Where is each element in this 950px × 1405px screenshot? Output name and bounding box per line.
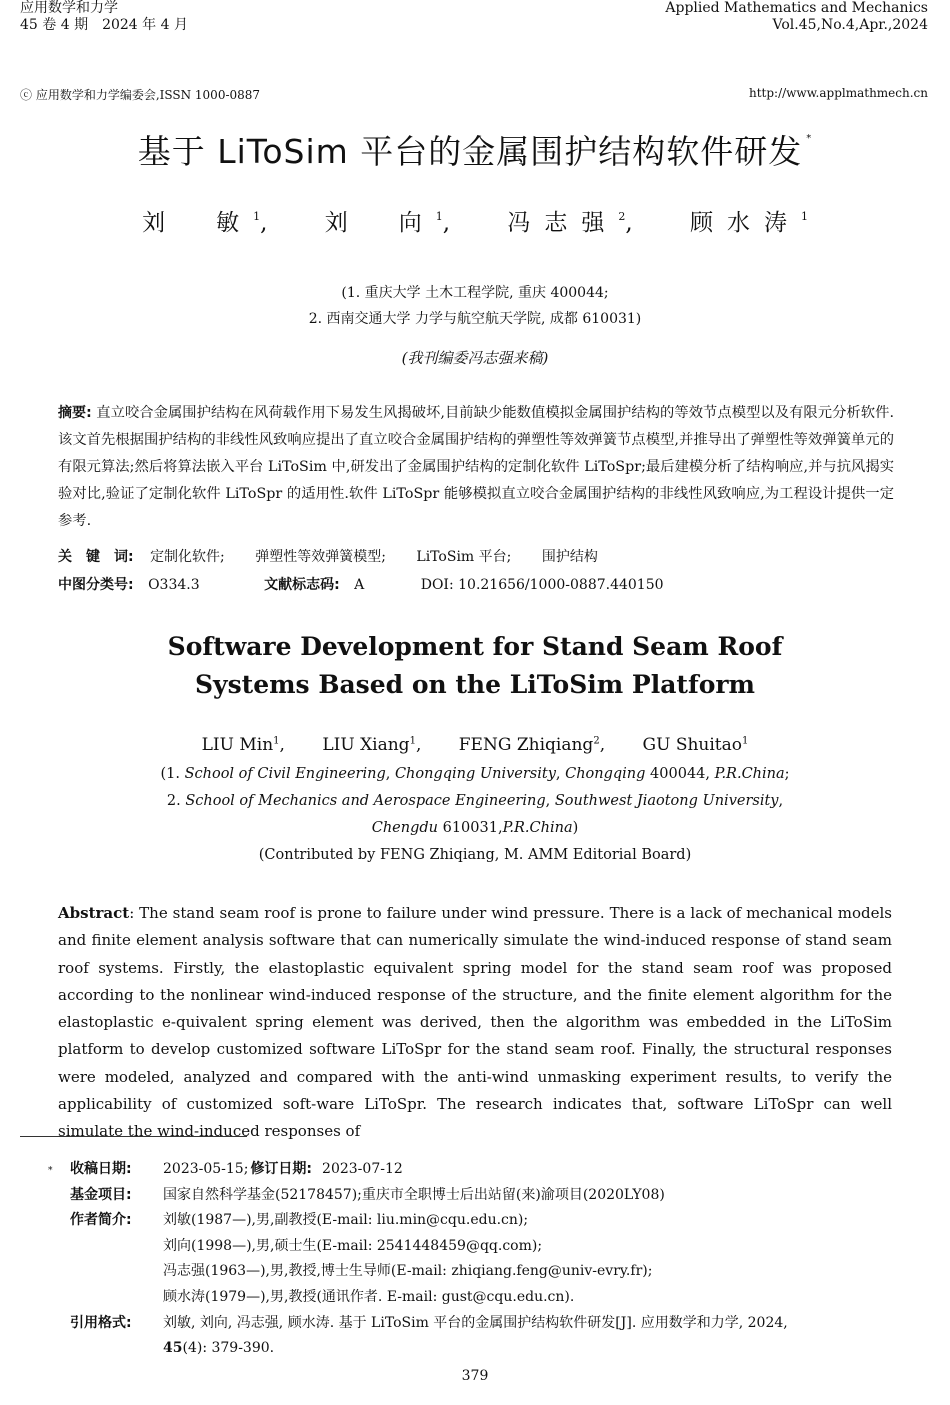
affiliation-en-2: 2. School of Mechanics and Aerospace Engineering, Southwest Jiaotong University, [166,793,784,809]
authors-cn [0,204,950,237]
keyword: 弹塑性等效弹簧模型; [255,549,386,565]
bio-line: 冯志强(1963—),男,教授,博士生导师(E-mail: zhiqiang.feng@univ-evry.fr); [163,1263,653,1279]
abstract-cn-text: 直立咬合金属围护结构在风荷载作用下易发生风揭破坏,目前缺少能数值模拟金属围护结构的等效节点模型以及有限元分析软件.该文首先根据围护结构的非线性风致响应提出了直立咬合金属围护结构的弹塑性等效弹簧节点模型,并推导出了弹塑性等效弹簧单元的有限元算法;然后将算法嵌入平台 LiToSim 中,研发出了金属围护结构的定制化软件 LiToSpr;最后建模分析了结构响应,并与抗风揭实验对比,验证了定制化软件 LiToSpr 的适用性.软件 LiToSpr 能够模拟直立咬合金属围护结构的非线性风致响应,为工程设计提供一定参考. [58,405,894,529]
bio-line: 刘向(1998—),男,硕士生(E-mail: 2541448459@qq.com); [163,1238,543,1254]
author-cn: 刘 敏$^1$, [142,210,282,236]
keywords-cn [58,547,624,567]
doi-label: DOI: [420,577,454,593]
affiliation-cn-1: (1. 重庆大学 土木工程学院, 重庆 400044; [341,285,609,301]
contributed-cn: (我刊编委冯志强来稿) [401,349,549,367]
abstract-en-label: Abstract [58,904,130,922]
author-cn: 冯志强$^2$, [507,210,647,236]
footnote-star: * [48,1166,53,1176]
footnote-cite-2 [20,1337,930,1360]
doc-code-label: 文献标志码: [264,577,340,593]
title-en [0,628,950,704]
affiliation-cn-2: 2. 西南交通大学 力学与航空航天学院, 成都 610031) [308,311,642,327]
fund-value: 国家自然科学基金(52178457);重庆市全职博士后出站留(来)渝项目(2020LY08) [163,1187,665,1203]
affiliation-en-3: Chengdu 610031,P.R.China) [371,820,579,836]
cite-label: 引用格式: [70,1315,132,1331]
author-cn: 刘 向$^1$, [324,210,464,236]
author-en: GU Shuitao$^1$ [642,735,749,755]
abstract-cn [58,400,894,535]
running-header-journal-cn: 应用数学和力学 [20,0,118,16]
abstract-en-text: : The stand seam roof is prone to failure under wind pressure. There is a lack of mechanical models and finite element analysis software that can numerically simulate the wind-induced response of stand seam roof systems. Firstly, the elastoplastic equivalent spring model for the stand seam roof was proposed according to the nonlinear wind-induced response of the structure, and the finite element algorithm for the elastoplastic e-quivalent spring element was derived, then the algorithm was embedded in the LiToSim platform to develop customized software LiToSpr for the stand seam roof. Finally, the structural responses were modeled, analyzed and compared with the anti-wind unmasking experiment results, to verify the applicability of customized soft-ware LiToSpr. The research indicates that, software LiToSpr can well simulate the wind-induced responses of [58,904,892,1141]
received-label: 收稿日期: [70,1161,132,1177]
keywords-cn-label: 关 键 词: [58,549,134,565]
title-en-line-1: Software Development for Stand Seam Roof [167,632,783,661]
keyword: LiToSim 平台; [416,549,512,565]
keyword: 定制化软件; [150,549,225,565]
clc-value: O334.3 [148,577,200,593]
page-number: 379 [461,1368,489,1384]
title-cn-footnote-mark: * [806,133,813,144]
running-header-issue-en: Vol.45,No.4,Apr.,2024 [772,17,928,33]
received-values: 2023-05-15; 修订日期: 2023-07-12 [163,1161,403,1177]
journal-url[interactable]: http://www.applmathmech.cn [748,86,928,100]
classification-row [58,575,664,595]
affiliation-en-1: (1. School of Civil Engineering, Chongqing University, Chongqing 400044, P.R.China; [160,766,790,782]
abstract-cn-label: 摘要: [58,405,92,421]
doi-value[interactable]: 10.21656/1000-0887.440150 [458,577,664,593]
footnote-bio-4 [20,1286,930,1309]
author-en: LIU Xiang$^1$, [322,735,422,755]
clc-label: 中图分类号: [58,577,134,593]
footnote-divider [20,1136,247,1137]
bio-line: 顾水涛(1979—),男,教授(通讯作者. E-mail: gust@cqu.edu.cn). [163,1289,575,1305]
footnote-cite [20,1312,930,1335]
bio-label: 作者简介: [70,1212,132,1228]
footnote-dates [20,1158,930,1181]
running-header-journal-en: Applied Mathematics and Mechanics [665,0,928,16]
author-en: FENG Zhiqiang$^2$, [458,735,606,755]
footnote-bio-1 [20,1209,930,1232]
author-cn: 顾水涛$^1$ [689,210,808,236]
bio-line: 刘敏(1987—),男,副教授(E-mail: liu.min@cqu.edu.cn); [163,1212,529,1228]
title-cn [0,126,950,173]
cite-line-1: 刘敏, 刘向, 冯志强, 顾水涛. 基于 LiToSim 平台的金属围护结构软件研发[J]. 应用数学和力学, 2024, [163,1315,788,1331]
authors-en [0,735,950,755]
copyright-notice: ⓒ 应用数学和力学编委会,ISSN 1000-0887 [20,88,261,102]
keyword: 围护结构 [541,549,598,565]
footnote-fund [20,1184,930,1207]
footnote-bio-3 [20,1260,930,1283]
footnote-bio-2 [20,1235,930,1258]
cite-line-2: 45(4): 379-390. [163,1340,275,1356]
doc-code-value: A [354,577,365,593]
abstract-en [58,900,892,1146]
title-cn-text: 基于 LiToSim 平台的金属围护结构软件研发 [137,132,803,171]
title-en-line-2: Systems Based on the LiToSim Platform [194,670,755,699]
author-en: LIU Min$^1$, [201,735,285,755]
fund-label: 基金项目: [70,1187,132,1203]
running-header-issue-cn: 45 卷 4 期 2024 年 4 月 [20,17,188,33]
contributed-en: (Contributed by FENG Zhiqiang, M. AMM Editorial Board) [258,847,692,863]
